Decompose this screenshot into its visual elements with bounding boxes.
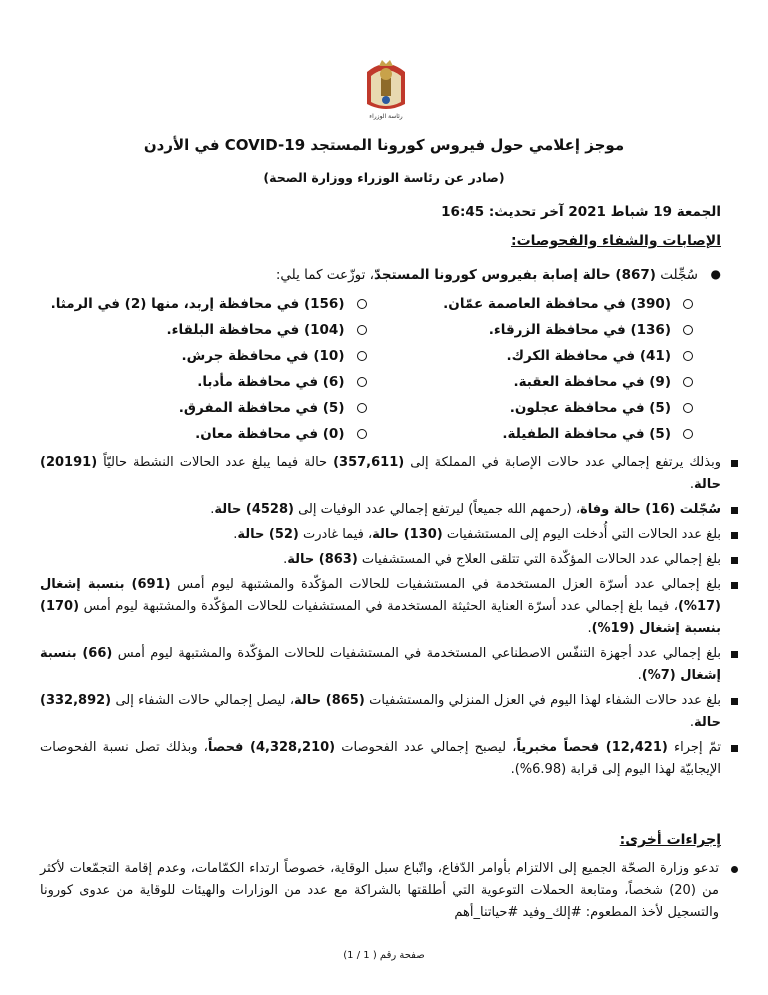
circle-bullet-icon: [683, 325, 693, 335]
governorate-item: (41) في محافظة الكرك.: [367, 348, 694, 364]
square-bullet-icon: [731, 745, 738, 752]
governorate-item: (9) في محافظة العقبة.: [367, 374, 694, 390]
section-heading-other: إجراءات أخرى:: [619, 832, 721, 848]
page-title: موجز إعلامي حول فيروس كورونا المستجد COVID-19 في الأردن: [143, 136, 625, 154]
governorate-item: (10) في محافظة جرش.: [40, 348, 367, 364]
statistic-text: بلغ إجمالي عدد الحالات المؤكّدة التي تتلقى العلاج في المستشفيات (863) حالة.: [283, 552, 721, 567]
governorate-item: (6) في محافظة مأدبا.: [40, 374, 367, 390]
governorate-item: (5) في محافظة عجلون.: [367, 400, 694, 416]
circle-bullet-icon: [683, 429, 693, 439]
square-bullet-icon: [731, 557, 738, 564]
page-number: صفحة رقم ( 1 / 1): [343, 950, 425, 961]
governorate-row: [40, 291, 693, 317]
square-bullet-icon: [731, 698, 738, 705]
coat-of-arms-icon: [357, 52, 415, 120]
list-item: [40, 549, 738, 571]
governorate-row: [40, 421, 693, 447]
circle-bullet-icon: [357, 351, 367, 361]
bullet-icon: [731, 866, 738, 873]
governorate-item: (136) في محافظة الزرقاء.: [367, 322, 694, 338]
circle-bullet-icon: [357, 299, 367, 309]
governorate-item: (5) في محافظة المفرق.: [40, 400, 367, 416]
circle-bullet-icon: [357, 325, 367, 335]
square-bullet-icon: [731, 582, 738, 589]
square-bullet-icon: [731, 532, 738, 539]
cases-intro: سُجِّلت (867) حالة إصابة بفيروس كورونا المستجدّ، توزّعت كما يلي:: [275, 267, 698, 283]
page-subtitle: (صادر عن رئاسة الوزراء ووزارة الصحة): [263, 170, 505, 185]
list-item: [40, 499, 738, 521]
circle-bullet-icon: [683, 403, 693, 413]
list-item: [40, 452, 738, 496]
governorate-item: (104) في محافظة البلقاء.: [40, 322, 367, 338]
other-measures-list: [40, 858, 738, 927]
list-item: [40, 574, 738, 640]
circle-bullet-icon: [683, 299, 693, 309]
date-line: الجمعة 19 شباط 2021 آخر تحديث: 16:45: [441, 204, 721, 220]
statistic-text: بلغ عدد الحالات التي أُدخلت اليوم إلى المستشفيات (130) حالة، فيما غادرت (52) حالة.: [233, 527, 721, 542]
governorate-row: [40, 369, 693, 395]
governorate-item: (0) في محافظة معان.: [40, 426, 367, 442]
emblem-caption: رئاسة الوزراء: [369, 113, 403, 120]
governorate-item: (390) في محافظة العاصمة عمّان.: [367, 296, 694, 312]
governorate-item: (5) في محافظة الطفيلة.: [367, 426, 694, 442]
circle-bullet-icon: [357, 429, 367, 439]
list-item: [40, 737, 738, 781]
statistic-text: بلغ عدد حالات الشفاء لهذا اليوم في العزل المنزلي والمستشفيات (865) حالة، ليصل إجمالي حالات الشفاء إلى (332,892) حالة.: [40, 693, 722, 730]
square-bullet-icon: [731, 507, 738, 514]
circle-bullet-icon: [683, 377, 693, 387]
statistic-text: سُجّلت (16) حالة وفاة، (رحمهم الله جميعاً) ليرتفع إجمالي عدد الوفيات إلى (4528) حالة.: [210, 502, 721, 517]
section-heading-cases: الإصابات والشفاء والفحوصات:: [511, 233, 721, 249]
bullet-icon: ●: [710, 267, 721, 281]
governorate-item: (156) في محافظة إربد، منها (2) في الرمثا.: [40, 296, 367, 312]
circle-bullet-icon: [357, 403, 367, 413]
governorate-row: [40, 343, 693, 369]
circle-bullet-icon: [357, 377, 367, 387]
measures-text: تدعو وزارة الصحّة الجميع إلى الالتزام بأوامر الدّفاع، واتّباع سبل الوقاية، خصوصاً ارتداء الكمّامات، وعدم إقامة التجمّعات لأكثر من (20) شخصاً، ومتابعة الحملات التوعوية التي أطلقتها بالشراكة مع عدد من الوزارات والهيئات للوقاية من عدوى كورونا والتسجيل لأخذ المطعوم: #إلك_وفيد #حياتنا_أهم: [40, 861, 719, 920]
governorate-grid: [40, 291, 693, 447]
statistics-list: [40, 452, 738, 784]
statistic-text: بلغ إجمالي عدد أسرّة العزل المستخدمة في المستشفيات للحالات المؤكّدة والمشتبهة ليوم أمس (691) بنسبة إشغال (17%)، فيما بلغ إجمالي عدد أسرّة العناية الحثيثة المستخدمة في المستشفيات للحالات المؤكّدة والمشتبهة ليوم أمس (170) بنسبة إشغال (19%).: [40, 577, 721, 636]
square-bullet-icon: [731, 460, 738, 467]
governorate-row: [40, 317, 693, 343]
circle-bullet-icon: [683, 351, 693, 361]
list-item: [40, 643, 738, 687]
statistic-text: تمّ إجراء (12,421) فحصاً مخبرياً، ليصبح إجمالي عدد الفحوصات (4,328,210) فحصاً، وبذلك تصل نسبة الفحوصات الإيجابيّة لهذا اليوم إلى قرابة (6.98%).: [40, 740, 721, 777]
statistic-text: بلغ إجمالي عدد أجهزة التنفّس الاصطناعي المستخدمة في المستشفيات للحالات المؤكّدة والمشتبهة ليوم أمس (66) بنسبة إشغال (7%).: [40, 646, 721, 683]
square-bullet-icon: [731, 651, 738, 658]
statistic-text: وبذلك يرتفع إجمالي عدد حالات الإصابة في المملكة إلى (357,611) حالة فيما يبلغ عدد الحالات النشطة حاليّاً (20191) حالة.: [40, 455, 721, 492]
governorate-row: [40, 395, 693, 421]
list-item: [40, 524, 738, 546]
list-item: [40, 690, 738, 734]
list-item: [40, 858, 738, 924]
